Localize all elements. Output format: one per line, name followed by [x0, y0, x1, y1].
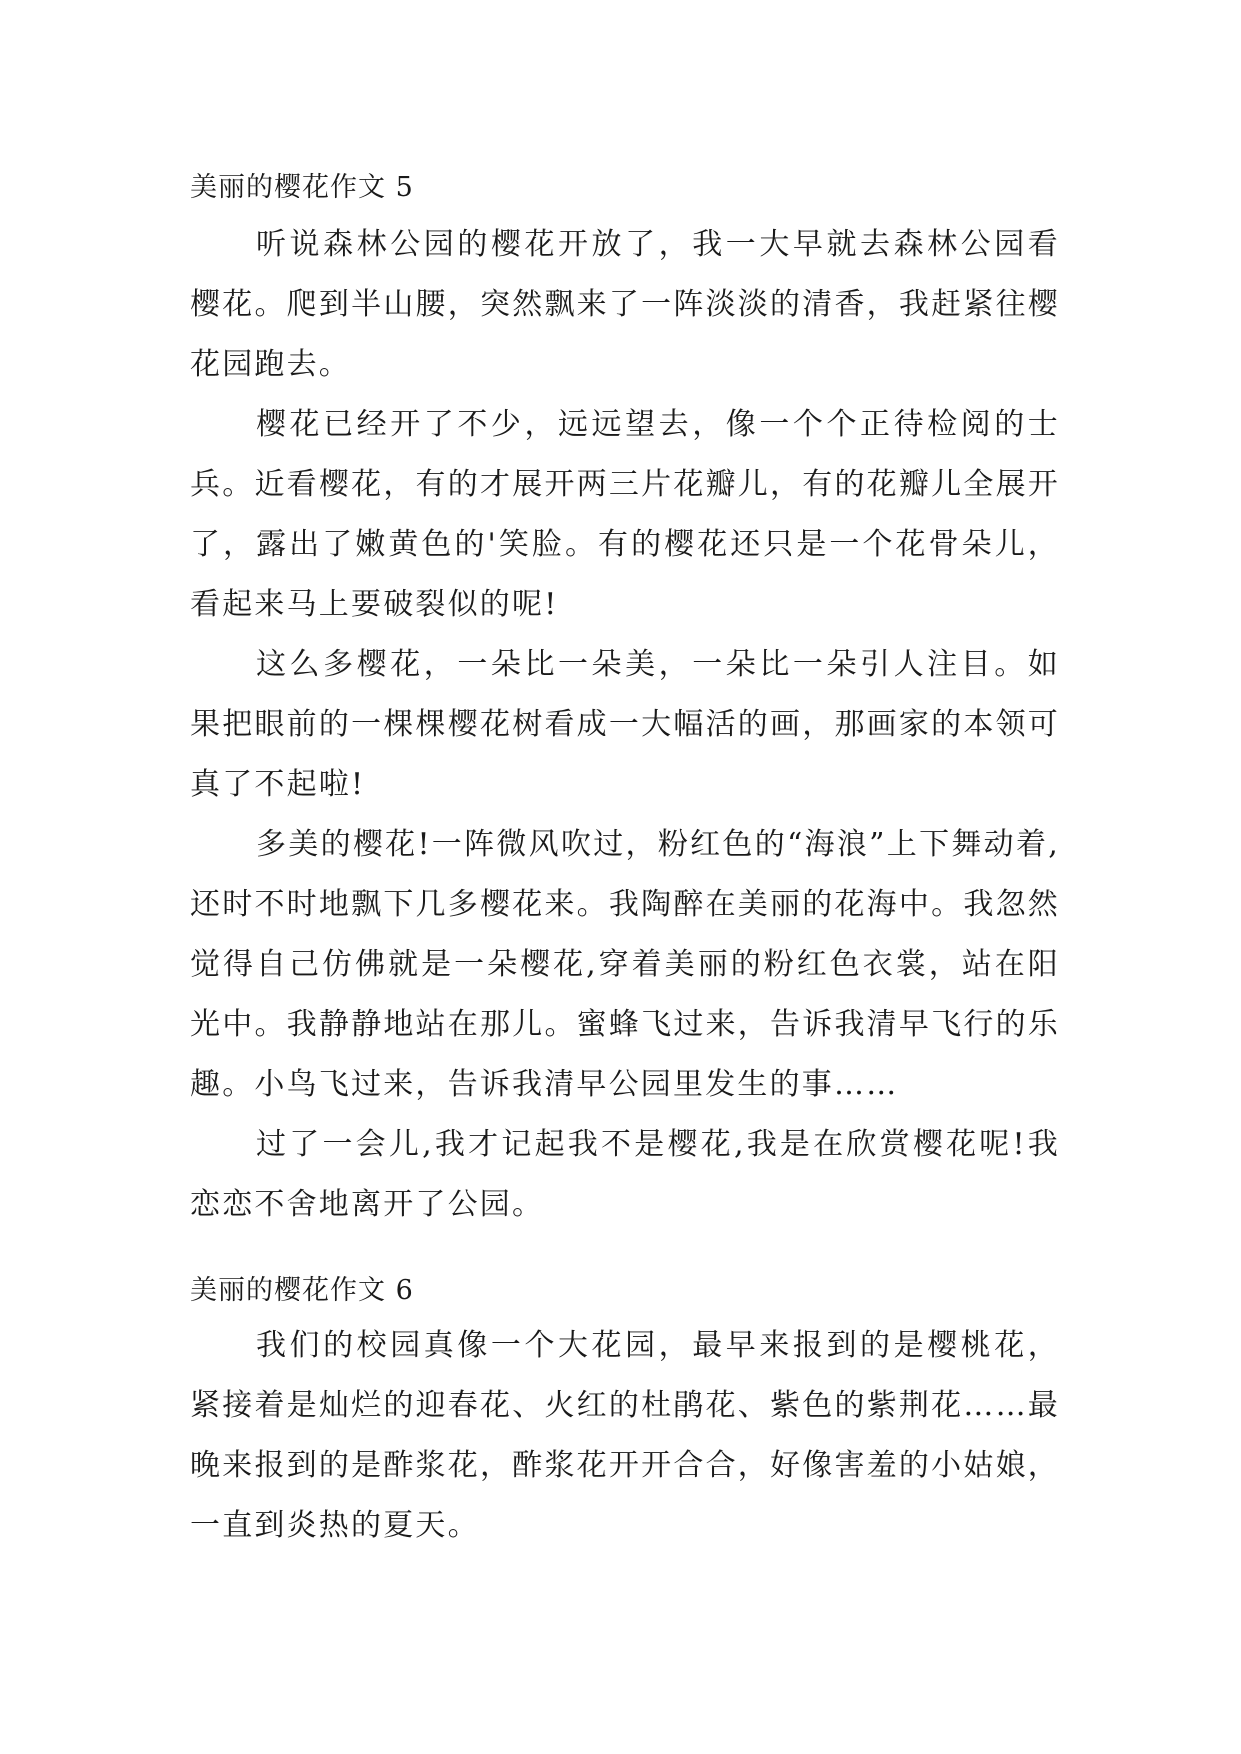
- article-body: [190, 1316, 1060, 1556]
- paragraph: 听说森林公园的樱花开放了，我一大早就去森林公园看樱花。爬到半山腰，突然飘来了一阵淡淡的清香，我赶紧往樱花园跑去。: [190, 227, 1060, 382]
- article-body: [190, 215, 1060, 1235]
- article-title: 美丽的樱花作文 6: [190, 1275, 414, 1306]
- paragraph: 多美的樱花!一阵微风吹过，粉红色的“海浪”上下舞动着,还时不时地飘下几多樱花来。我陶醉在美丽的花海中。我忽然觉得自己仿佛就是一朵樱花,穿着美丽的粉红色衣裳，站在阳光中。我静静地站在那儿。蜜蜂飞过来，告诉我清早飞行的乐趣。小鸟飞过来，告诉我清早公园里发生的事……: [190, 827, 1060, 1102]
- paragraph: 樱花已经开了不少，远远望去，像一个个正待检阅的士兵。近看樱花，有的才展开两三片花瓣儿，有的花瓣儿全展开了，露出了嫩黄色的'笑脸。有的樱花还只是一个花骨朵儿，看起来马上要破裂似的呢!: [190, 407, 1060, 622]
- paragraph: 过了一会儿,我才记起我不是樱花,我是在欣赏樱花呢!我恋恋不舍地离开了公园。: [190, 1127, 1060, 1222]
- article-title: 美丽的樱花作文 5: [190, 172, 414, 203]
- paragraph: 这么多樱花，一朵比一朵美，一朵比一朵引人注目。如果把眼前的一棵棵樱花树看成一大幅活的画，那画家的本领可真了不起啦!: [190, 647, 1060, 802]
- paragraph: 我们的校园真像一个大花园，最早来报到的是樱桃花，紧接着是灿烂的迎春花、火红的杜鹃花、紫色的紫荆花……最晚来报到的是酢浆花，酢浆花开开合合，好像害羞的小姑娘，一直到炎热的夏天。: [190, 1328, 1060, 1543]
